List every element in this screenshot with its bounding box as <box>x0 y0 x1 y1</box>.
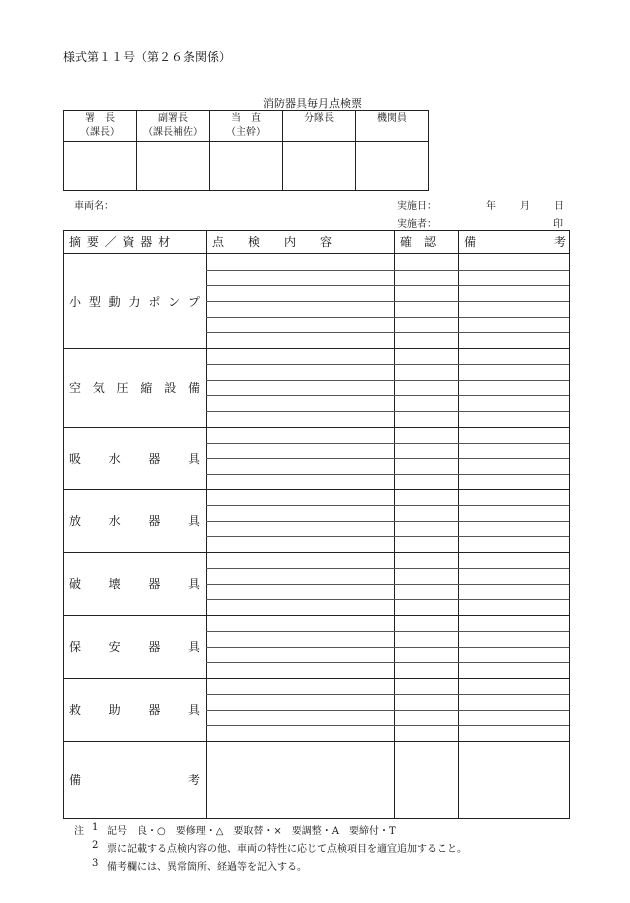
date-month: 月 <box>520 201 530 212</box>
row-divider <box>206 364 569 365</box>
seal-box[interactable] <box>137 142 210 191</box>
category-label <box>64 489 206 552</box>
approval-header-engineer: 機関員 <box>356 111 429 142</box>
row-divider <box>206 411 569 412</box>
form-title: 消防器具毎月点検票 <box>263 97 362 110</box>
vehicle-name-label: 車両名： <box>74 201 114 212</box>
category-text: 保 安 器 具 <box>69 640 200 654</box>
category-text: 破 壊 器 具 <box>69 577 200 591</box>
date-label: 実施日： <box>397 201 437 212</box>
date-year: 年 <box>486 201 496 212</box>
approval-header-chief: 署 長 （課長） <box>64 111 137 142</box>
note-number: 1 <box>92 822 99 833</box>
category-text: 小 型 動 力 ポ ン プ <box>69 294 200 309</box>
header-remarks-b: 考 <box>554 235 567 249</box>
row-divider <box>206 536 569 537</box>
seal-box[interactable] <box>210 142 283 191</box>
note-number: 3 <box>92 858 99 869</box>
category-label <box>64 427 206 489</box>
notes-prefix: 注 <box>74 826 84 837</box>
row-divider <box>206 380 569 381</box>
approval-stamp-table <box>63 110 429 191</box>
seal-mark: 印 <box>553 219 563 230</box>
row-divider <box>206 285 569 286</box>
seal-box[interactable] <box>283 142 356 191</box>
row-divider <box>206 710 569 711</box>
form-id: 様式第１１号（第２６条関係） <box>63 50 232 64</box>
category-text: 救 助 器 具 <box>69 703 200 717</box>
row-divider <box>206 301 569 302</box>
category-label <box>64 615 206 678</box>
inspector-label: 実施者： <box>397 219 437 230</box>
note-number: 2 <box>92 840 99 851</box>
header-summary-equipment: 摘 要 ／ 資 器 材 <box>69 235 171 249</box>
note-text: 票に記載する点検内容の他、車両の特性に応じて点検項目を適宜追加すること。 <box>107 844 467 855</box>
note-text: 記号 良・○ 要修理・△ 要取替・× 要調整・A 要締付・T <box>107 826 396 837</box>
row-divider <box>206 521 569 522</box>
header-remarks-a: 備 <box>464 235 477 249</box>
category-label <box>64 741 206 818</box>
category-label <box>64 552 206 615</box>
approval-header-duty: 当 直 （主幹） <box>210 111 283 142</box>
header-inspection-content: 点 検 内 容 <box>212 235 333 249</box>
category-label <box>64 678 206 741</box>
approval-header-deputy: 副署長 （課長補佐） <box>137 111 210 142</box>
date-day: 日 <box>554 201 564 212</box>
row-divider <box>206 395 569 396</box>
row-divider <box>206 599 569 600</box>
row-divider <box>206 725 569 726</box>
category-label <box>64 254 206 348</box>
header-confirmation: 確 認 <box>400 235 437 249</box>
row-divider <box>206 443 569 444</box>
row-divider <box>206 662 569 663</box>
row-divider <box>206 584 569 585</box>
category-text: 備 考 <box>69 773 200 787</box>
row-divider <box>206 694 569 695</box>
category-text: 吸 水 器 具 <box>69 451 200 466</box>
note-text: 備考欄には、異常箇所、経過等を記入する。 <box>107 862 307 873</box>
column-divider <box>458 231 459 818</box>
row-divider <box>206 458 569 459</box>
row-divider <box>206 647 569 648</box>
seal-box[interactable] <box>356 142 429 191</box>
row-divider <box>206 332 569 333</box>
row-divider <box>206 505 569 506</box>
inspection-table <box>63 230 570 819</box>
seal-box[interactable] <box>64 142 137 191</box>
row-divider <box>206 474 569 475</box>
category-label <box>64 348 206 427</box>
category-text: 放 水 器 具 <box>69 514 200 528</box>
category-text: 空 気 圧 縮 設 備 <box>69 381 200 395</box>
column-divider <box>394 231 395 818</box>
row-divider <box>206 568 569 569</box>
approval-header-squad-leader: 分隊長 <box>283 111 356 142</box>
column-divider <box>206 231 207 818</box>
row-divider <box>206 631 569 632</box>
row-divider <box>206 270 569 271</box>
row-divider <box>206 317 569 318</box>
